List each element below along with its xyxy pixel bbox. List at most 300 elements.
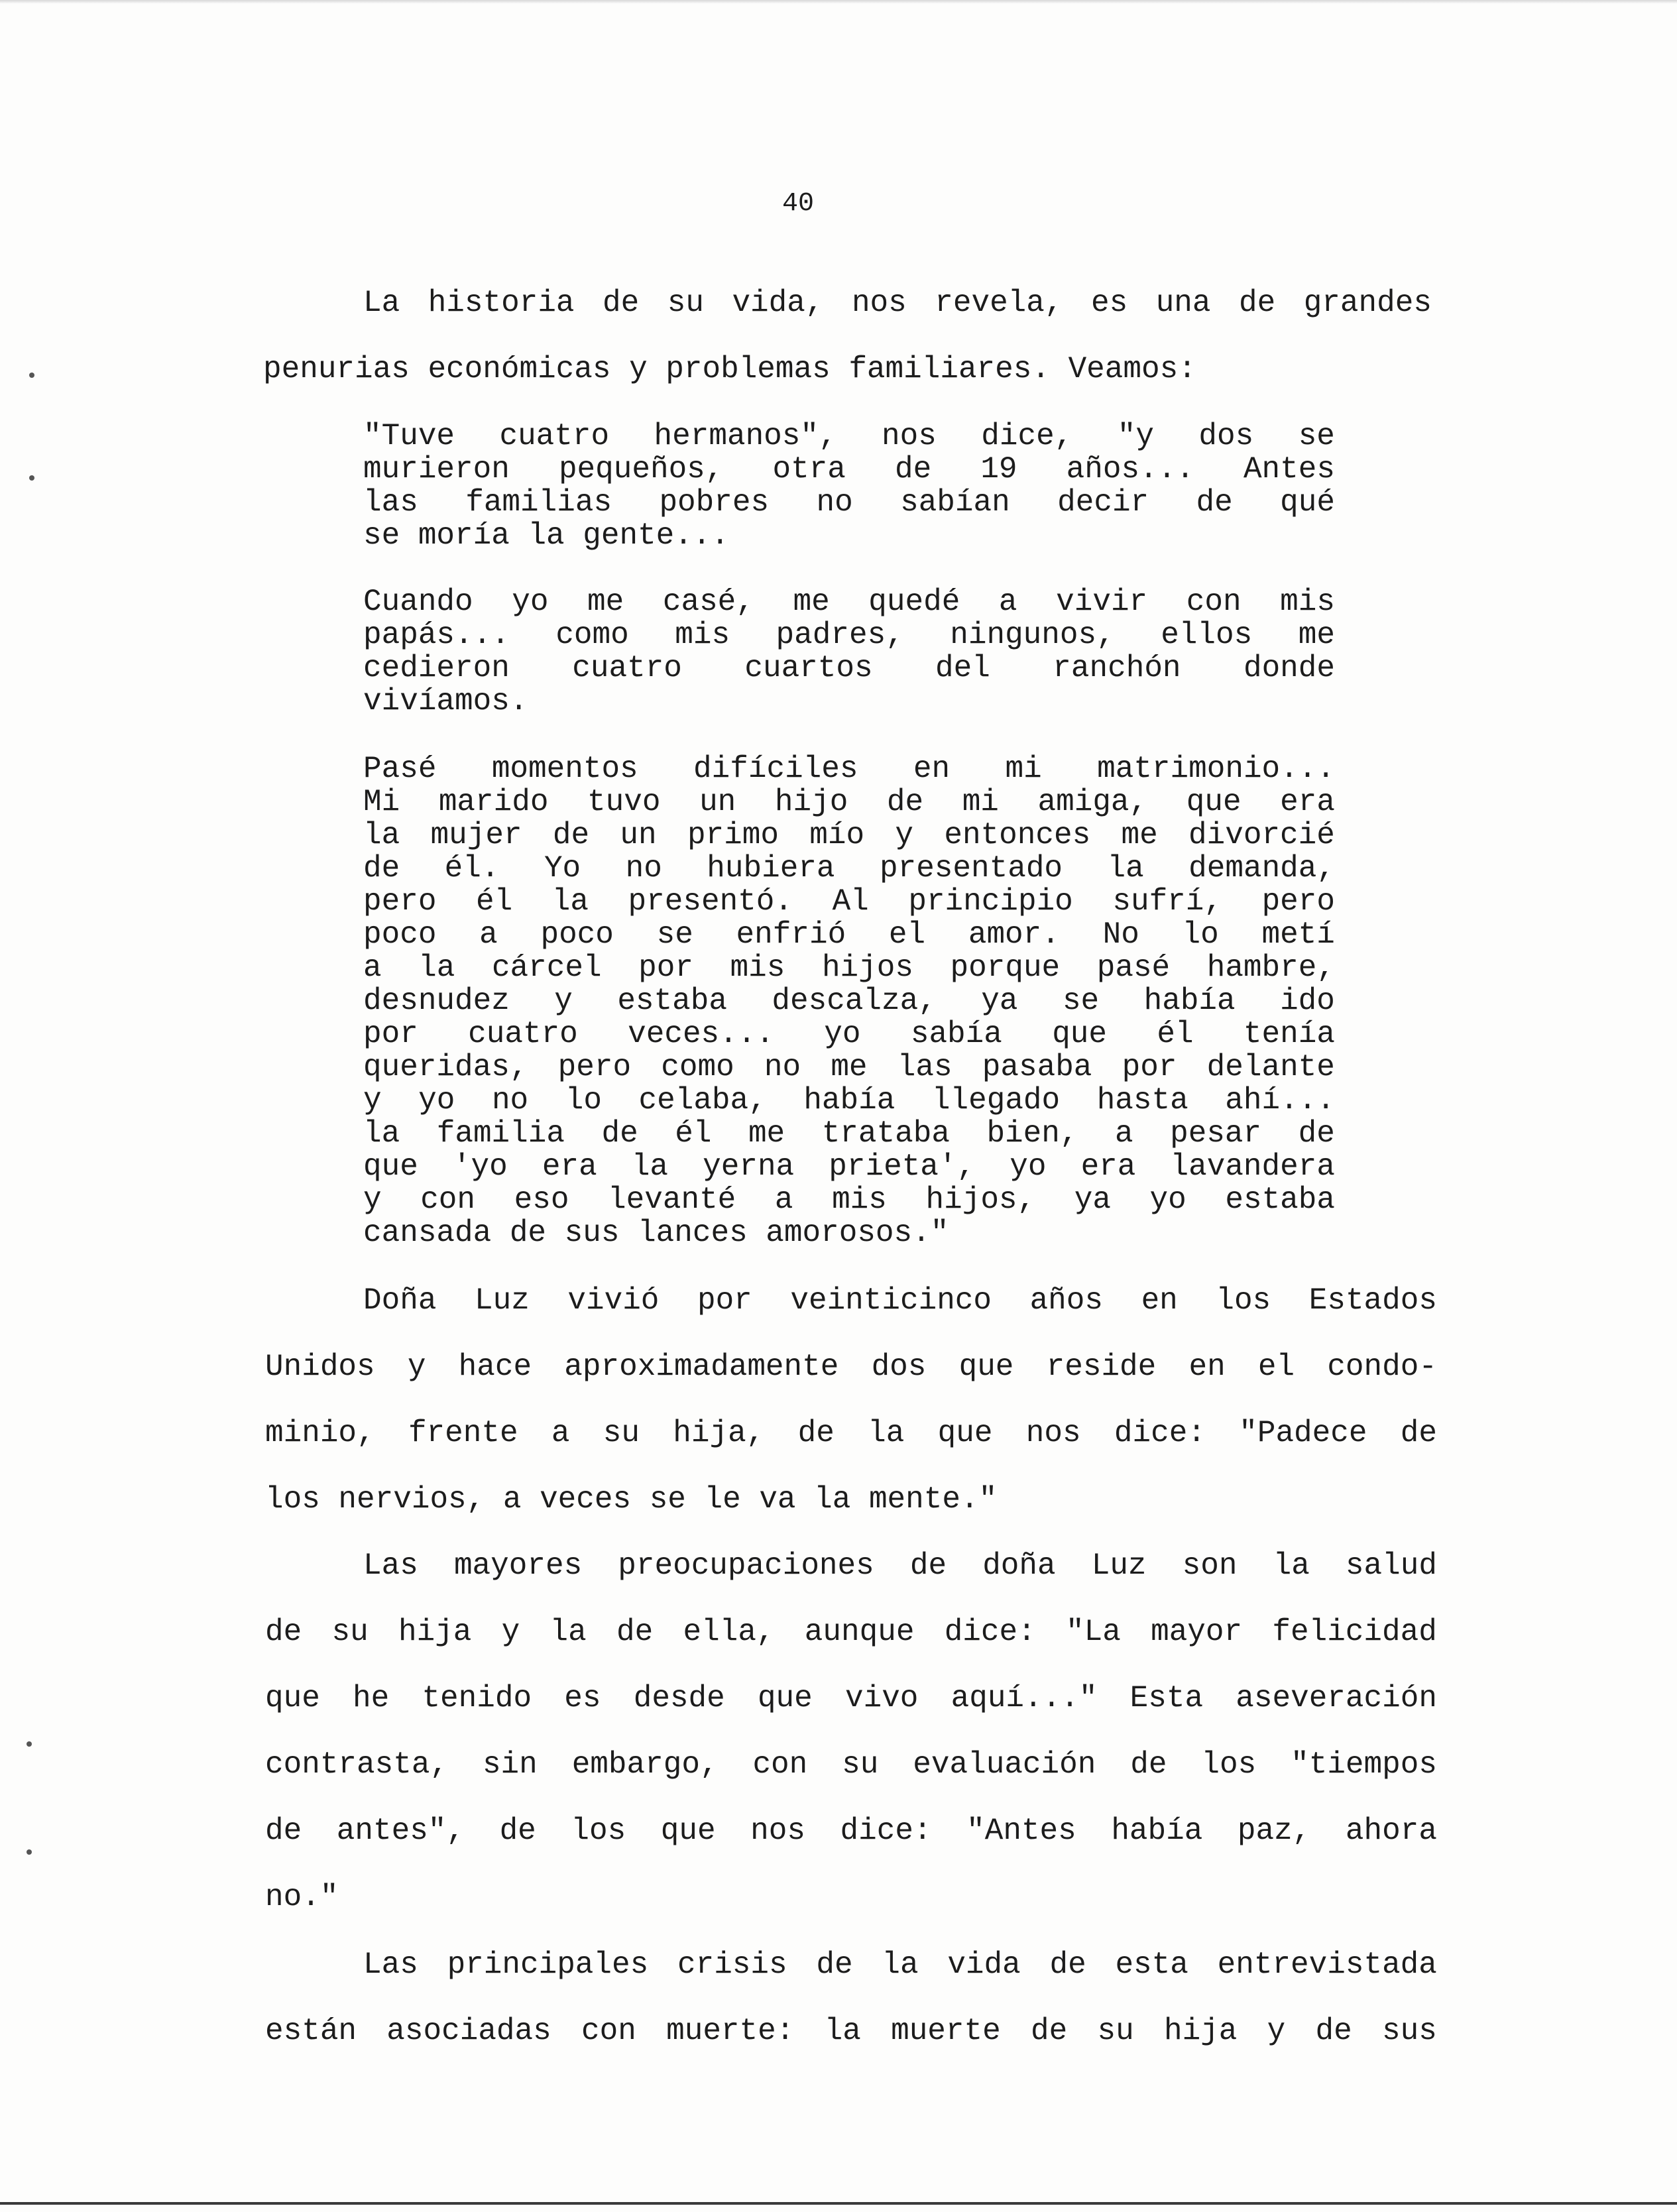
word: las bbox=[897, 1050, 953, 1084]
word: "La bbox=[1066, 1615, 1121, 1649]
word: principales bbox=[447, 1948, 649, 1982]
word: de bbox=[1239, 286, 1276, 320]
word: había bbox=[1111, 1814, 1203, 1848]
word: ya bbox=[981, 984, 1018, 1018]
word: gente... bbox=[583, 518, 730, 553]
word: evaluación bbox=[913, 1747, 1096, 1782]
word: revela, bbox=[935, 286, 1063, 320]
word: pero bbox=[1261, 884, 1335, 919]
word: la bbox=[882, 1948, 919, 1982]
scan-speck bbox=[27, 1849, 32, 1855]
word: momentos bbox=[491, 752, 638, 786]
word: ranchón bbox=[1053, 651, 1181, 685]
word: aseveración bbox=[1236, 1681, 1437, 1716]
word: trataba bbox=[821, 1116, 950, 1151]
word: divorcié bbox=[1188, 818, 1335, 852]
word: asociadas bbox=[386, 2014, 551, 2048]
word: vida, bbox=[732, 286, 824, 320]
word: que bbox=[757, 1681, 813, 1716]
word: contrasta, bbox=[265, 1747, 449, 1782]
word: marido bbox=[438, 785, 549, 819]
word: familia bbox=[436, 1116, 565, 1151]
word: de bbox=[1298, 1116, 1335, 1151]
word: un bbox=[620, 818, 657, 852]
word: principio bbox=[908, 884, 1073, 919]
word: mi bbox=[962, 785, 999, 819]
word: ido bbox=[1280, 984, 1335, 1018]
word: de bbox=[1130, 1747, 1167, 1782]
word: que bbox=[1186, 785, 1242, 819]
word: estaba bbox=[1225, 1183, 1335, 1217]
word: él bbox=[675, 1116, 712, 1151]
word: estaba bbox=[617, 984, 727, 1018]
word: eso bbox=[514, 1183, 569, 1217]
word: cuatro bbox=[499, 419, 610, 453]
word: tenía bbox=[1243, 1017, 1335, 1051]
word: hijos bbox=[821, 951, 913, 985]
word: "Padece bbox=[1239, 1416, 1367, 1450]
word: la bbox=[363, 818, 400, 852]
word: levanté bbox=[608, 1183, 736, 1217]
word: y bbox=[363, 1183, 382, 1217]
word: muerte bbox=[891, 2014, 1001, 2048]
word: me bbox=[1298, 618, 1335, 652]
word: le bbox=[704, 1482, 741, 1517]
word: llegado bbox=[931, 1083, 1061, 1118]
word: presentado bbox=[879, 851, 1063, 886]
word: el bbox=[888, 917, 926, 952]
word: pesar bbox=[1170, 1116, 1262, 1151]
word: y bbox=[501, 1615, 520, 1649]
word: mis bbox=[1280, 585, 1335, 619]
word: vivíamos. bbox=[363, 684, 528, 719]
word: nos bbox=[851, 286, 907, 320]
word: "Antes bbox=[966, 1814, 1076, 1848]
word: pequeños, bbox=[558, 452, 724, 487]
word: aquí..." bbox=[951, 1681, 1098, 1716]
word: va bbox=[759, 1482, 796, 1517]
word: a bbox=[479, 917, 498, 952]
word: decir bbox=[1057, 485, 1149, 520]
word: la bbox=[528, 518, 565, 553]
word: hermanos", bbox=[654, 419, 837, 453]
word: moría bbox=[418, 518, 510, 553]
quote2-line-4 bbox=[363, 681, 1335, 721]
word: embargo, bbox=[571, 1747, 719, 1782]
word: poco bbox=[363, 917, 437, 952]
word: antes", bbox=[336, 1814, 465, 1848]
word: y bbox=[629, 352, 648, 386]
word: a bbox=[774, 1183, 793, 1217]
word: dos bbox=[1198, 419, 1254, 453]
word: su bbox=[603, 1416, 640, 1450]
word: de bbox=[552, 818, 590, 852]
word: hasta bbox=[1096, 1083, 1188, 1118]
word: sus bbox=[1382, 2014, 1437, 2048]
word: Unidos bbox=[265, 1350, 375, 1384]
word: me bbox=[587, 585, 624, 619]
word: yo bbox=[418, 1083, 455, 1118]
word: en bbox=[1188, 1350, 1226, 1384]
word: Luz bbox=[1091, 1548, 1147, 1583]
word: veces... bbox=[628, 1017, 774, 1051]
word: veinticinco bbox=[790, 1283, 992, 1318]
word: de bbox=[1049, 1948, 1086, 1982]
word: sufrí, bbox=[1112, 884, 1222, 919]
word: no bbox=[625, 851, 662, 886]
word: sus bbox=[564, 1216, 620, 1250]
word: la bbox=[868, 1416, 905, 1450]
para3-line-3 bbox=[265, 1678, 1437, 1718]
word: era bbox=[1080, 1149, 1136, 1184]
word: de bbox=[895, 452, 932, 487]
word: ahora bbox=[1345, 1814, 1437, 1848]
word: presentó. bbox=[628, 884, 793, 919]
word: yerna bbox=[703, 1149, 795, 1184]
word: de bbox=[363, 851, 400, 886]
para3-line-2 bbox=[265, 1612, 1437, 1652]
word: Esta bbox=[1129, 1681, 1204, 1716]
para1-line-2 bbox=[263, 349, 1324, 389]
word: pero bbox=[557, 1050, 632, 1084]
word: de bbox=[797, 1416, 835, 1450]
word: cuartos bbox=[744, 651, 873, 685]
word: mayor bbox=[1151, 1615, 1243, 1649]
word: con bbox=[581, 2014, 636, 2048]
word: hubiera bbox=[707, 851, 835, 886]
word: se bbox=[656, 917, 693, 952]
word: tenido bbox=[422, 1681, 532, 1716]
word: familias bbox=[465, 485, 612, 520]
word: de bbox=[1315, 2014, 1352, 2048]
word: la bbox=[631, 1149, 669, 1184]
word: hija bbox=[398, 1615, 472, 1649]
word: era bbox=[1280, 785, 1335, 819]
word: desde bbox=[633, 1681, 725, 1716]
word: grandes bbox=[1303, 286, 1432, 320]
word: la bbox=[418, 951, 455, 985]
para2-line-2 bbox=[265, 1347, 1437, 1387]
word: no bbox=[816, 485, 853, 520]
word: salud bbox=[1345, 1548, 1437, 1583]
word: cárcel bbox=[491, 951, 602, 985]
word: "y bbox=[1117, 419, 1154, 453]
word: de bbox=[816, 1948, 853, 1982]
word: en bbox=[913, 752, 951, 786]
word: problemas bbox=[665, 352, 831, 386]
word: a bbox=[1114, 1116, 1133, 1151]
word: Pasé bbox=[363, 752, 437, 786]
word: mis bbox=[730, 951, 785, 985]
word: de bbox=[265, 1814, 302, 1848]
page-bottom-edge bbox=[0, 2202, 1677, 2205]
word: no bbox=[491, 1083, 529, 1118]
word: minio, bbox=[265, 1416, 375, 1450]
word: ellos bbox=[1161, 618, 1253, 652]
word: 'yo bbox=[452, 1149, 508, 1184]
page-number: 40 bbox=[782, 189, 815, 219]
word: descalza, bbox=[772, 984, 937, 1018]
word: murieron bbox=[363, 452, 510, 487]
word: amiga, bbox=[1037, 785, 1148, 819]
word: nos bbox=[882, 419, 937, 453]
scan-speck bbox=[27, 1741, 32, 1747]
word: es bbox=[564, 1681, 601, 1716]
word: de bbox=[616, 1615, 654, 1649]
word: nos bbox=[750, 1814, 805, 1848]
word: cansada bbox=[363, 1216, 492, 1250]
word: Las bbox=[363, 1948, 418, 1982]
word: casé, bbox=[662, 585, 754, 619]
word: donde bbox=[1243, 651, 1335, 685]
word: padres, bbox=[776, 618, 904, 652]
word: qué bbox=[1280, 485, 1335, 520]
word: su bbox=[1097, 2014, 1134, 2048]
word: vida bbox=[947, 1948, 1021, 1982]
word: aunque bbox=[804, 1615, 915, 1649]
word: matrimonio... bbox=[1097, 752, 1335, 786]
para4-line-2 bbox=[265, 2011, 1437, 2051]
word: vivió bbox=[567, 1283, 660, 1318]
word: he bbox=[353, 1681, 390, 1716]
word: se bbox=[363, 518, 400, 553]
word: la bbox=[363, 1116, 400, 1151]
word: vivo bbox=[844, 1681, 919, 1716]
word: sin bbox=[482, 1747, 538, 1782]
word: y bbox=[554, 984, 573, 1018]
word: sabía bbox=[910, 1017, 1002, 1051]
word: lo bbox=[565, 1083, 602, 1118]
word: Al bbox=[832, 884, 869, 919]
word: la bbox=[824, 2014, 861, 2048]
word: que bbox=[1052, 1017, 1108, 1051]
word: los bbox=[1201, 1747, 1257, 1782]
word: años bbox=[1029, 1283, 1103, 1318]
word: que bbox=[937, 1416, 993, 1450]
word: porque bbox=[950, 951, 1061, 985]
word: demanda, bbox=[1188, 851, 1335, 886]
word: pero bbox=[363, 884, 437, 919]
scan-speck bbox=[29, 475, 34, 481]
word: me bbox=[748, 1116, 785, 1151]
word: me bbox=[831, 1050, 868, 1084]
word: ya bbox=[1074, 1183, 1111, 1217]
word: paz, bbox=[1237, 1814, 1311, 1848]
word: Yo bbox=[544, 851, 581, 886]
word: a bbox=[998, 585, 1017, 619]
word: mujer bbox=[430, 818, 522, 852]
word: preocupaciones bbox=[618, 1548, 874, 1583]
word: Antes bbox=[1243, 452, 1335, 487]
word: dos bbox=[871, 1350, 927, 1384]
word: ella, bbox=[683, 1615, 775, 1649]
quote3-line-15 bbox=[363, 1213, 1335, 1253]
word: pobres bbox=[659, 485, 770, 520]
word: Estados bbox=[1308, 1283, 1437, 1318]
word: primo bbox=[687, 818, 779, 852]
word: familiares. bbox=[848, 352, 1050, 386]
word: hijos, bbox=[925, 1183, 1036, 1217]
word: la bbox=[551, 884, 589, 919]
word: su bbox=[667, 286, 704, 320]
word: y bbox=[895, 818, 914, 852]
word: y bbox=[407, 1350, 426, 1384]
word: "Tuve bbox=[363, 419, 455, 453]
word: Mi bbox=[363, 785, 400, 819]
word: nos bbox=[1025, 1416, 1081, 1450]
word: Las bbox=[363, 1548, 418, 1583]
word: hija bbox=[1163, 2014, 1238, 2048]
word: papás... bbox=[363, 618, 510, 652]
word: Luz bbox=[474, 1283, 530, 1318]
word: los bbox=[265, 1482, 320, 1517]
word: con bbox=[752, 1747, 808, 1782]
word: cuatro bbox=[468, 1017, 578, 1051]
word: son bbox=[1182, 1548, 1238, 1583]
word: muerte: bbox=[666, 2014, 795, 2048]
word: él. bbox=[444, 851, 500, 886]
word: mente." bbox=[868, 1482, 998, 1517]
word: yo bbox=[512, 585, 549, 619]
word: Veamos: bbox=[1068, 352, 1196, 386]
word: de bbox=[265, 1615, 302, 1649]
word: como bbox=[555, 618, 629, 652]
word: yo bbox=[1010, 1149, 1047, 1184]
word: vivir bbox=[1056, 585, 1148, 619]
word: tuvo bbox=[587, 785, 661, 819]
word: que bbox=[958, 1350, 1014, 1384]
word: no bbox=[764, 1050, 801, 1084]
quote1-line-4 bbox=[363, 516, 1335, 555]
word: me bbox=[793, 585, 830, 619]
word: delante bbox=[1206, 1050, 1335, 1084]
para2-line-1 bbox=[363, 1281, 1437, 1320]
word: 19 bbox=[980, 452, 1017, 487]
word: la bbox=[1273, 1548, 1310, 1583]
word: reside bbox=[1046, 1350, 1157, 1384]
word: cedieron bbox=[363, 651, 510, 685]
word: en bbox=[1141, 1283, 1178, 1318]
word: había bbox=[1143, 984, 1236, 1018]
word: que bbox=[265, 1681, 320, 1716]
word: de bbox=[603, 286, 640, 320]
word: de bbox=[1400, 1416, 1437, 1450]
word: "tiempos bbox=[1291, 1747, 1437, 1782]
word: mi bbox=[1005, 752, 1042, 786]
word: hijo bbox=[774, 785, 848, 819]
word: por bbox=[697, 1283, 752, 1318]
word: frente bbox=[408, 1416, 518, 1450]
word: cuatro bbox=[572, 651, 682, 685]
word: enfrió bbox=[736, 917, 846, 952]
word: amor. bbox=[968, 917, 1060, 952]
word: ningunos, bbox=[950, 618, 1115, 652]
word: pasé bbox=[1096, 951, 1171, 985]
word: como bbox=[661, 1050, 734, 1084]
word: No bbox=[1102, 917, 1139, 952]
word: yo bbox=[1149, 1183, 1186, 1217]
word: prieta', bbox=[829, 1149, 976, 1184]
word: que bbox=[660, 1814, 716, 1848]
word: yo bbox=[824, 1017, 861, 1051]
word: no." bbox=[265, 1880, 339, 1914]
word: poco bbox=[540, 917, 614, 952]
word: ahí... bbox=[1225, 1083, 1335, 1118]
word: dice: bbox=[840, 1814, 932, 1848]
word: lances bbox=[638, 1216, 748, 1250]
word: veces bbox=[540, 1482, 632, 1517]
word: sabían bbox=[900, 485, 1010, 520]
word: nervios, bbox=[338, 1482, 485, 1517]
word: historia bbox=[428, 286, 575, 320]
word: con bbox=[420, 1183, 476, 1217]
word: Doña bbox=[363, 1283, 437, 1318]
word: y bbox=[1267, 2014, 1286, 2048]
word: dice: bbox=[944, 1615, 1036, 1649]
word: con bbox=[1186, 585, 1242, 619]
scan-speck bbox=[29, 373, 34, 378]
word: celaba, bbox=[638, 1083, 767, 1118]
word: él bbox=[1157, 1017, 1194, 1051]
word: Cuando bbox=[363, 585, 473, 619]
para2-line-4 bbox=[265, 1480, 1437, 1519]
word: están bbox=[265, 2014, 357, 2048]
word: de bbox=[1196, 485, 1233, 520]
word: otra bbox=[772, 452, 846, 487]
word: un bbox=[699, 785, 736, 819]
word: crisis bbox=[677, 1948, 787, 1982]
word: aproximadamente bbox=[564, 1350, 839, 1384]
word: se bbox=[649, 1482, 686, 1517]
para3-line-6 bbox=[265, 1877, 1437, 1917]
word: es bbox=[1090, 286, 1128, 320]
word: doña bbox=[982, 1548, 1056, 1583]
word: las bbox=[363, 485, 418, 520]
word: esta bbox=[1115, 1948, 1188, 1982]
word: quedé bbox=[868, 585, 960, 619]
word: penurias bbox=[263, 352, 410, 386]
word: desnudez bbox=[363, 984, 510, 1018]
word: se bbox=[1062, 984, 1100, 1018]
word: hace bbox=[458, 1350, 532, 1384]
word: por bbox=[363, 1017, 418, 1051]
word: hija, bbox=[673, 1416, 765, 1450]
word: y bbox=[363, 1083, 382, 1118]
word: difíciles bbox=[693, 752, 858, 786]
word: los bbox=[1216, 1283, 1271, 1318]
para3-line-4 bbox=[265, 1745, 1437, 1784]
word: lavandera bbox=[1170, 1149, 1335, 1184]
word: felicidad bbox=[1272, 1615, 1437, 1649]
word: hambre, bbox=[1206, 951, 1335, 985]
word: dice: bbox=[1114, 1416, 1206, 1450]
word: su bbox=[331, 1615, 369, 1649]
word: lo bbox=[1182, 917, 1219, 952]
word: por bbox=[638, 951, 693, 985]
word: a bbox=[551, 1416, 570, 1450]
word: el bbox=[1257, 1350, 1295, 1384]
word: entonces bbox=[944, 818, 1091, 852]
word: dice, bbox=[981, 419, 1073, 453]
word: condo- bbox=[1327, 1350, 1437, 1384]
word: mis bbox=[832, 1183, 887, 1217]
word: me bbox=[1121, 818, 1158, 852]
word: de bbox=[909, 1548, 947, 1583]
para2-line-3 bbox=[265, 1413, 1437, 1453]
word: del bbox=[935, 651, 990, 685]
page-top-edge bbox=[0, 0, 1677, 4]
word: a bbox=[363, 951, 382, 985]
